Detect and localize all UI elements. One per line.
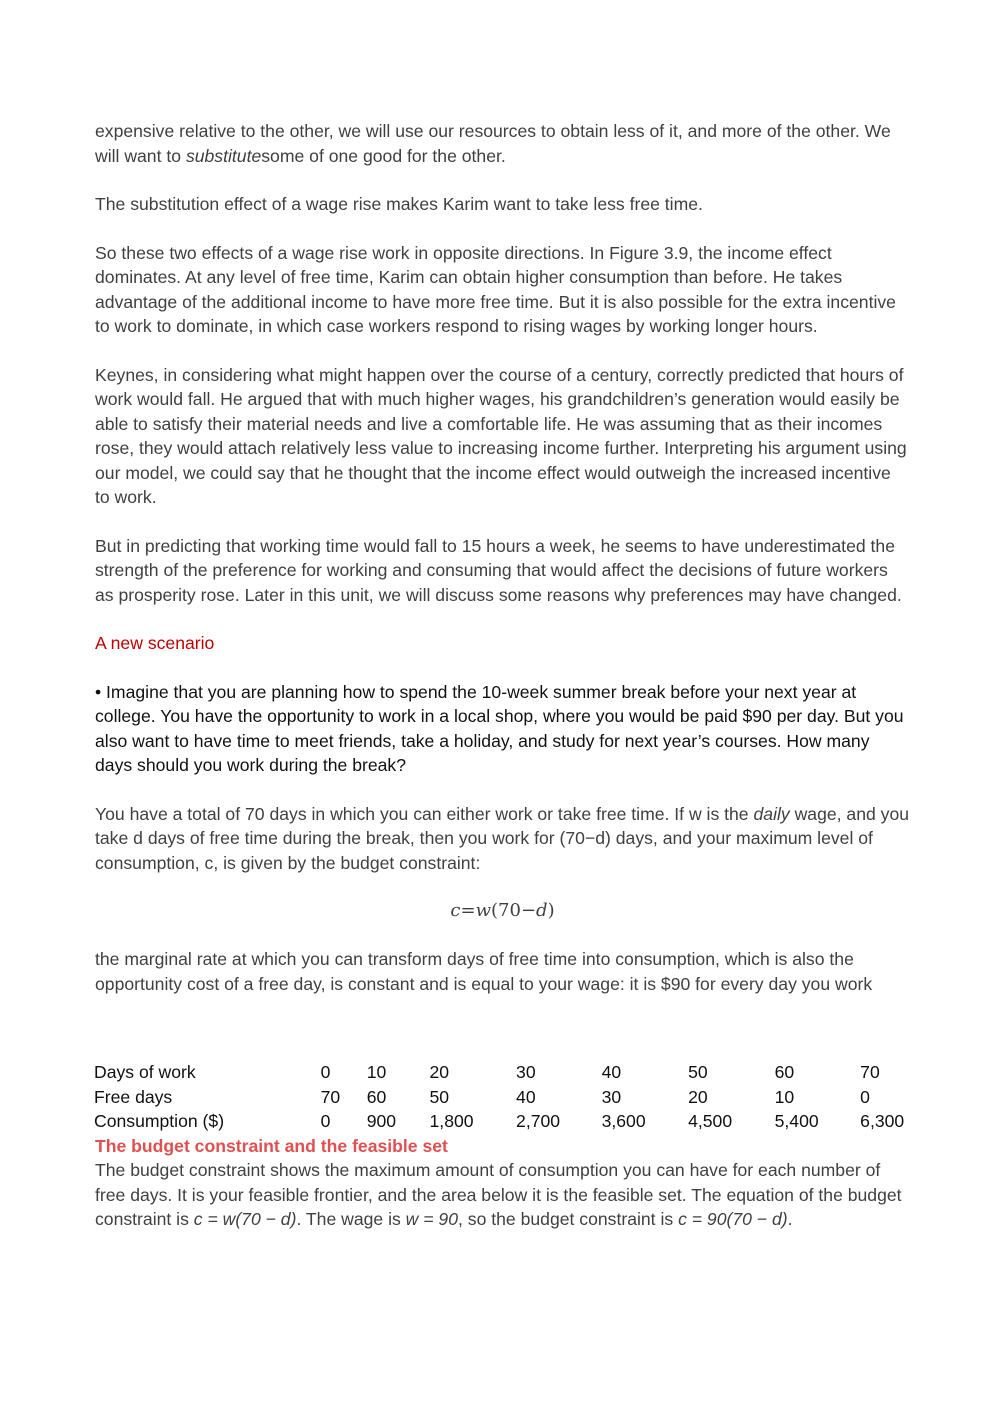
table-cell: 4,500 <box>688 1111 733 1131</box>
table-cell: 0 <box>860 1086 870 1107</box>
table-cell: 60 <box>774 1062 795 1082</box>
section-heading-new-scenario: A new scenario <box>95 633 215 653</box>
table-row <box>94 1060 910 1085</box>
document-page <box>95 119 910 1232</box>
table-cell: 5,400 <box>774 1111 819 1131</box>
table-cell: 50 <box>688 1062 708 1082</box>
table-cell: 30 <box>516 1062 536 1082</box>
inline-equation: c = w(70 − d) <box>193 1209 297 1229</box>
paragraph-keynes: Keynes, in considering what might happen over the course of a century, correctly predicted that hours of work would fall. He argued that with much higher wages, his grandchildren’s generation would easily be able to satisfy their material needs and live a comfortable life. He was assuming that as their incomes rose, they would attach relatively less value to increasing income further. Interpreting his argument using our model, we could say that he thought that the income effect would outweigh the increased incentive to work. <box>95 364 907 507</box>
row-label: Free days <box>94 1086 173 1107</box>
table-cell: 70 <box>320 1086 341 1107</box>
emphasis-daily: daily <box>753 803 790 824</box>
table-cell: 6,300 <box>860 1111 905 1131</box>
table-cell: 40 <box>516 1086 536 1107</box>
table-row <box>94 1109 910 1134</box>
inline-equation: w = 90 <box>405 1209 458 1229</box>
days-consumption-table <box>94 1060 910 1134</box>
row-label: Consumption ($) <box>94 1111 225 1131</box>
paragraph-substitution-effect: The substitution effect of a wage rise makes Karim want to take less free time. <box>95 194 703 214</box>
paragraph-working-time: But in predicting that working time would fall to 15 hours a week, he seems to have underestimated the strength of the preference for working and consuming that would affect the decisions of future workers as prosperity rose. Later in this unit, we will discuss some reasons why preferences may have changed. <box>95 535 902 605</box>
row-label: Days of work <box>94 1062 196 1082</box>
table-cell: 0 <box>320 1111 331 1131</box>
scenario-bullet: • Imagine that you are planning how to spend the 10-week summer break before your next year at college. You have the opportunity to work in a local shop, where you would be paid $90 per day. But you also want to have time to meet friends, take a holiday, and study for next year’s courses. How many days should you work during the break? <box>95 681 904 775</box>
table-row <box>94 1085 910 1110</box>
table-cell: 50 <box>429 1086 450 1107</box>
table-cell: 2,700 <box>516 1111 561 1131</box>
table-cell: 900 <box>366 1111 397 1131</box>
budget-equation: c=w(70−d) <box>450 900 555 921</box>
paragraph-marginal-rate: the marginal rate at which you can transform days of free time into consumption, which is also the opportunity cost of a free day, is constant and is equal to your wage: it is $90 for every day you work <box>95 949 873 994</box>
table-cell: 30 <box>601 1086 622 1107</box>
table-cell: 20 <box>429 1062 450 1082</box>
table-cell: 1,800 <box>429 1111 474 1131</box>
table-cell: 70 <box>860 1062 880 1082</box>
paragraph-total-days: You have a total of 70 days in which you can either work or take free time. If w is the daily wage, and you take d days of free time during the break, then you work for (70−d) days, and your maximum level of consumption, c, is given by the budget constraint: <box>95 803 910 873</box>
table-cell: 40 <box>601 1062 622 1082</box>
table-cell: 0 <box>320 1062 331 1082</box>
emphasis-substitute: substitute <box>185 145 262 166</box>
paragraph-substitution-intro: expensive relative to the other, we will use our resources to obtain less of it, and more of the other. We will want to substitutesome of one good for the other. <box>95 121 891 166</box>
table-cell: 10 <box>774 1086 795 1107</box>
table-cell: 20 <box>688 1086 708 1107</box>
paragraph-opposite-effects: So these two effects of a wage rise work in opposite directions. In Figure 3.9, the income effect dominates. At any level of free time, Karim can obtain higher consumption than before. He takes advantage of the additional income to have more free time. But it is also possible for the extra incentive to work to dominate, in which case workers respond to rising wages by working longer hours. <box>95 242 896 336</box>
table-cell: 3,600 <box>601 1111 646 1131</box>
inline-equation: c = 90(70 − d) <box>678 1209 788 1229</box>
table-cell: 60 <box>366 1086 387 1107</box>
paragraph-budget-constraint: The budget constraint shows the maximum amount of consumption you can have for each number of free days. It is your feasible frontier, and the area below it is the feasible set. The equation of the budget constraint is c = w(70 − d). The wage is w = 90, so the budget constraint is c = 90(70 − d). <box>95 1160 902 1229</box>
section-heading-budget-constraint: The budget constraint and the feasible set <box>95 1135 448 1156</box>
table-cell: 10 <box>366 1062 387 1082</box>
